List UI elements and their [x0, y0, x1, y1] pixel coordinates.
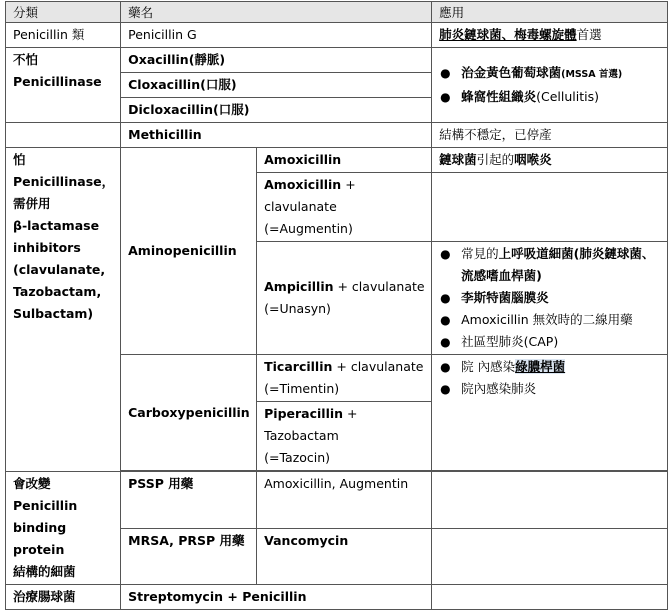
drug-combo: + clavulanate	[333, 279, 425, 294]
category-line: Penicillinase	[13, 74, 102, 89]
drug-name: Ticarcillin	[264, 359, 333, 374]
drug-combo: + clavulanate	[332, 359, 424, 374]
category-cell	[6, 472, 121, 585]
list-item	[439, 356, 661, 378]
category-line: binding protein	[13, 520, 67, 557]
application-cell-empty	[432, 528, 668, 585]
list-item	[439, 331, 661, 353]
table-row	[6, 472, 668, 529]
application-suffix: 首選	[576, 27, 602, 42]
penicillin-table	[5, 1, 668, 610]
application-cell-empty	[432, 173, 668, 242]
application-cell-empty	[432, 585, 668, 610]
drug-cell	[257, 173, 432, 242]
drug-alias: (=Timentin)	[264, 381, 340, 396]
list-item	[439, 86, 661, 108]
category-line: β-lactamase	[13, 218, 100, 233]
category-line: Penicillinase，	[13, 174, 115, 189]
header-row	[6, 2, 668, 23]
application-list	[439, 356, 661, 400]
category-line: 會改變	[13, 476, 51, 491]
item-text: 院內感染肺炎	[461, 381, 537, 396]
bullet-icon: ●	[440, 335, 451, 349]
category-line: Tazobactam,	[13, 284, 102, 299]
item-note: (Cellulitis)	[536, 89, 600, 104]
drug-name: Ampicillin	[264, 279, 334, 294]
drug-cell: Methicillin	[121, 123, 432, 148]
table-row	[6, 23, 668, 48]
drug-alias: (=Tazocin)	[264, 450, 331, 465]
application-cell	[432, 148, 668, 173]
bullet-icon: ●	[440, 360, 451, 374]
category-cell-empty	[6, 123, 121, 148]
category-line: 需併用	[13, 196, 51, 211]
category-cell: 治療腸球菌	[6, 585, 121, 610]
drug-route: (靜脈)	[188, 52, 226, 67]
drug-cell: Amoxicillin	[257, 148, 432, 173]
drug-cell	[257, 355, 432, 402]
table-row	[6, 123, 668, 148]
application-cell	[432, 355, 668, 471]
bullet-icon: ●	[440, 90, 451, 104]
application-cell	[432, 48, 668, 123]
category-line: Penicillin	[13, 498, 78, 513]
table-row	[6, 585, 668, 610]
list-item	[439, 62, 661, 86]
bullet-icon: ●	[440, 291, 451, 305]
item-text: 常見的	[461, 246, 499, 261]
item-text: 院 內感染	[461, 359, 516, 374]
app-text: 引起的	[476, 152, 515, 167]
drug-cell	[121, 98, 432, 123]
item-text: 社區型肺炎(CAP)	[461, 334, 559, 349]
list-item	[439, 309, 661, 331]
application-bold: 肺炎鏈球菌、梅毒螺旋體	[439, 27, 577, 42]
drug-cell	[257, 402, 432, 471]
item-text: Amoxicillin 無效時的二線用藥	[461, 312, 633, 327]
list-item	[439, 287, 661, 309]
application-cell: 結構不穩定，已停產	[432, 123, 668, 148]
drug-cell	[121, 48, 432, 73]
application-cell-empty	[432, 472, 668, 529]
subclass-cell: Carboxypenicillin	[121, 355, 257, 471]
category-line: 怕	[13, 152, 26, 167]
header-category: 分類	[6, 2, 121, 23]
item-bold: 蜂窩性組織炎	[461, 89, 537, 104]
header-application: 應用	[432, 2, 668, 23]
drug-cell: Vancomycin	[257, 528, 432, 585]
bullet-icon: ●	[440, 382, 451, 396]
item-bold: 李斯特菌腦膜炎	[461, 290, 549, 305]
item-note: (MSSA 首選)	[561, 69, 623, 80]
application-cell	[432, 23, 668, 48]
drug-name: Cloxacillin	[128, 77, 201, 92]
application-list	[439, 62, 661, 108]
drug-combo: + Tazobactam	[264, 406, 358, 443]
header-drug: 藥名	[121, 2, 432, 23]
list-item	[439, 243, 661, 287]
drug-alias: (=Unasyn)	[264, 301, 331, 316]
drug-cell: Amoxicillin, Augmentin	[257, 472, 432, 529]
bullet-icon: ●	[440, 313, 451, 327]
drug-group-cell: PSSP 用藥	[121, 472, 257, 529]
category-line: Sulbactam)	[13, 306, 94, 321]
drug-combo: + clavulanate	[264, 177, 356, 214]
bullet-icon: ●	[440, 247, 451, 261]
drug-group-cell: MRSA, PRSP 用藥	[121, 528, 257, 585]
drug-route: (口服)	[213, 102, 250, 117]
table-row	[6, 148, 668, 173]
category-cell	[6, 148, 121, 472]
drug-cell	[257, 242, 432, 355]
category-line: (clavulanate,	[13, 262, 106, 277]
category-cell	[6, 48, 121, 123]
category-cell: Penicillin 類	[6, 23, 121, 48]
drug-name: Dicloxacillin	[128, 102, 214, 117]
drug-route: (口服)	[200, 77, 237, 92]
item-bold: 治金黃色葡萄球菌	[461, 65, 562, 80]
drug-name: Amoxicillin	[264, 177, 342, 192]
category-line: 不怕	[13, 52, 39, 67]
item-highlight: 綠膿桿菌	[515, 359, 566, 374]
drug-name: Oxacillin	[128, 52, 189, 67]
category-line: 結構的細菌	[13, 564, 76, 579]
drug-name: Piperacillin	[264, 406, 344, 421]
item-bold: 上呼吸道細菌(肺炎鏈球菌、流感嗜血桿菌)	[461, 246, 655, 283]
drug-alias: (=Augmentin)	[264, 221, 353, 236]
drug-cell: Penicillin G	[121, 23, 432, 48]
list-item	[439, 378, 661, 400]
drug-cell	[121, 73, 432, 98]
table-row	[6, 48, 668, 73]
application-list	[439, 243, 661, 353]
app-bold: 鏈球菌	[439, 152, 477, 167]
bullet-icon: ●	[440, 66, 451, 80]
category-line: inhibitors	[13, 240, 81, 255]
drug-cell: Streptomycin + Penicillin	[121, 585, 432, 610]
subclass-cell: Aminopenicillin	[121, 148, 257, 355]
application-cell	[432, 242, 668, 355]
app-bold: 咽喉炎	[514, 152, 552, 167]
